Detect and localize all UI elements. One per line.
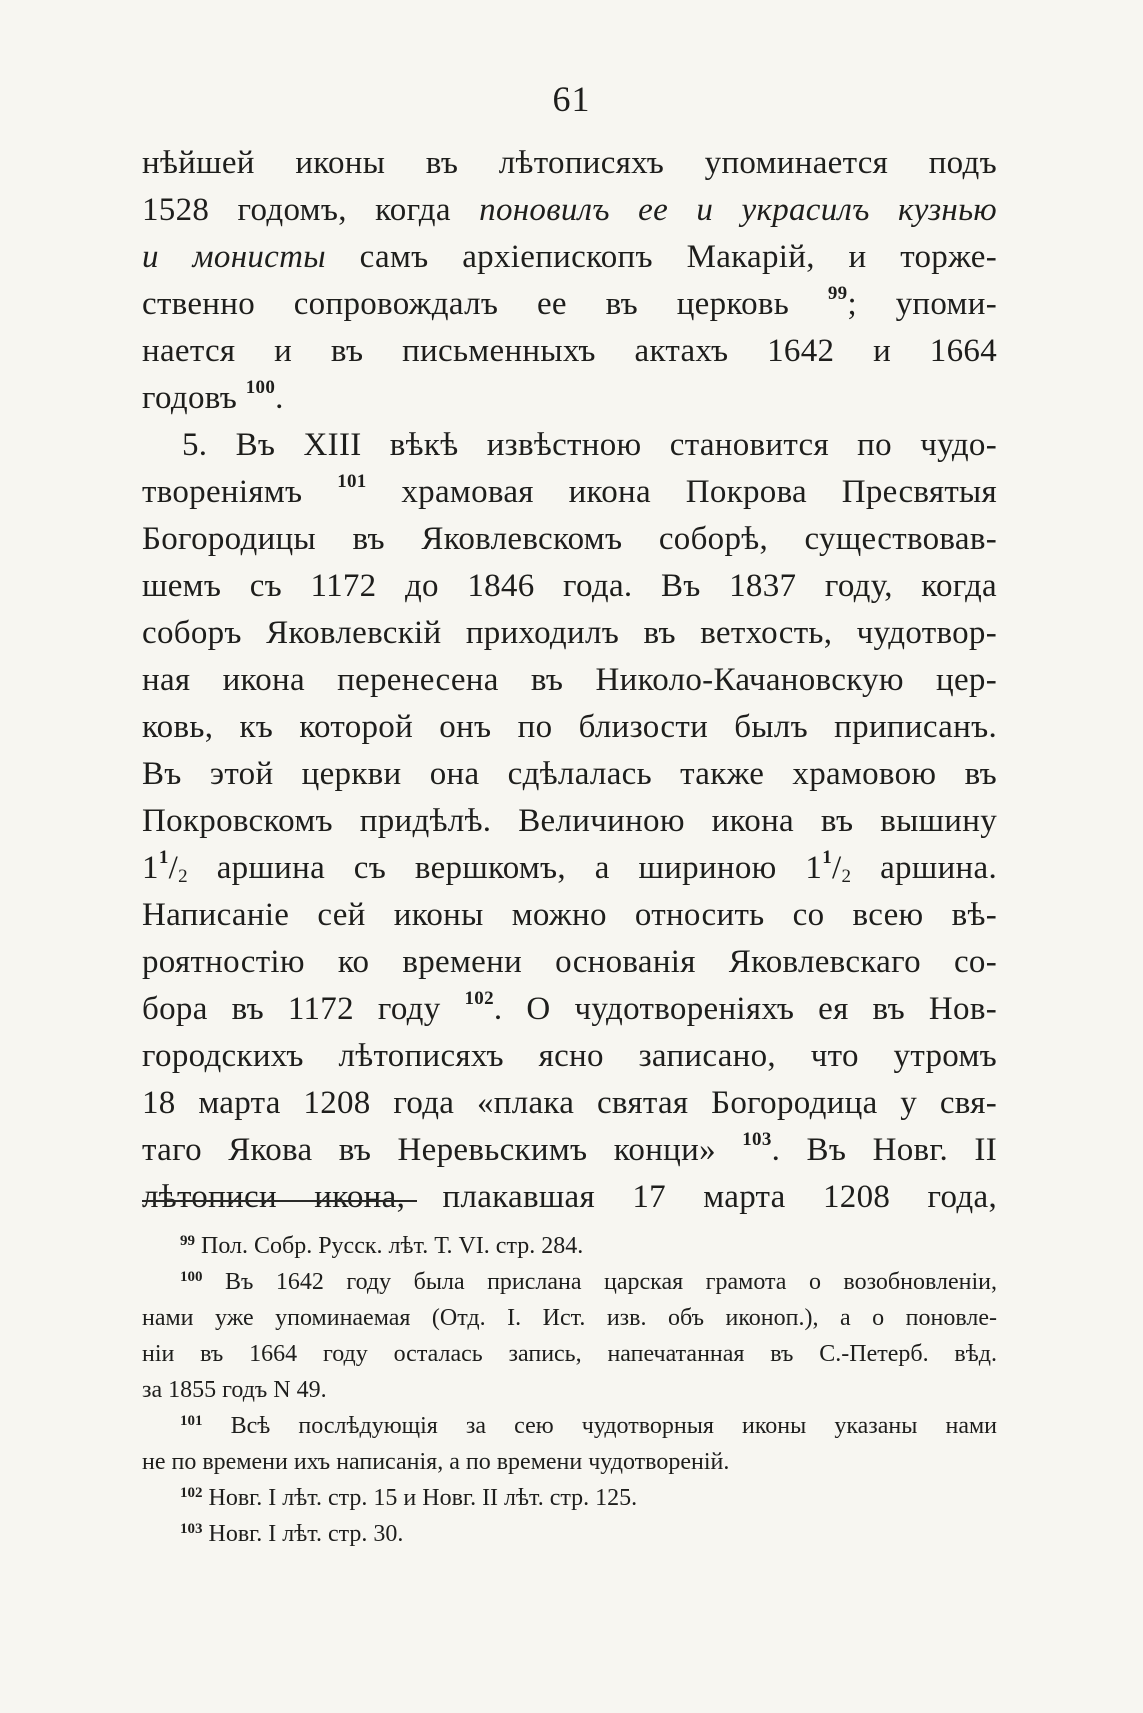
text-run: шемъ съ 1172 до 1846 года. Въ 1837 году, когда: [142, 568, 997, 604]
fraction-denominator: 2: [841, 866, 852, 887]
text-run: соборъ Яковлевскій приходилъ въ ветхость, чудотвор-: [142, 615, 997, 651]
footnote-line: [142, 1336, 997, 1372]
footnote-reference: 1: [822, 847, 833, 868]
text-line: [142, 187, 997, 234]
text-line: [142, 281, 997, 328]
italic-quote: и монисты: [142, 239, 326, 275]
text-run: лѣтописи икона, плакавшая 17 марта 1208 года,: [142, 1179, 997, 1215]
text-run: ніи въ 1664 году осталась запись, напечатанная въ С.-Петерб. вѣд.: [142, 1341, 997, 1367]
text-line: [142, 892, 997, 939]
footnote-line: [142, 1444, 997, 1480]
footnote-number: 101: [180, 1413, 203, 1429]
text-run: /: [832, 850, 842, 886]
text-run: ковь, къ которой онъ по близости былъ приписанъ.: [142, 709, 997, 745]
text-line: [142, 1080, 997, 1127]
text-line: [142, 422, 997, 469]
footnote-reference: 101: [337, 471, 367, 492]
text-run: таго Якова въ Неревьскимъ конци»: [142, 1132, 743, 1168]
footnote-reference: 102: [464, 988, 494, 1009]
text-run: Покровскомъ придѣлѣ. Величиною икона въ вышину: [142, 803, 997, 839]
text-line: [142, 328, 997, 375]
italic-quote: поновилъ ее и украсилъ кузнью: [479, 192, 997, 228]
text-run: храмовая икона Покрова Пресвятыя: [366, 474, 997, 510]
text-run: самъ архіепископъ Макарій, и торже-: [325, 239, 997, 275]
text-line: [142, 1033, 997, 1080]
text-run: Въ 1642 году была прислана царская грамота о возобновленіи,: [202, 1269, 997, 1295]
text-line: [142, 751, 997, 798]
text-run: 5. Въ XIII вѣкѣ извѣстною становится по чудо-: [182, 427, 997, 463]
fraction-denominator: 2: [178, 866, 188, 887]
text-run: . Въ Новг. II: [771, 1132, 997, 1168]
text-run: за 1855 годъ N 49.: [142, 1377, 327, 1403]
text-line: [142, 1127, 997, 1174]
text-run: Всѣ послѣдующія за сею чудотворныя иконы указаны нами: [202, 1413, 997, 1439]
text-run: бора въ 1172 году: [142, 991, 465, 1027]
main-text: [142, 140, 997, 1221]
text-line: [142, 516, 997, 563]
footnote-reference: 103: [742, 1129, 772, 1150]
footnote-line: [142, 1516, 997, 1552]
text-run: аршина съ вершкомъ, а шириною 1: [187, 850, 823, 886]
text-line: [142, 610, 997, 657]
text-run: . О чудотвореніяхъ ея въ Нов-: [493, 991, 997, 1027]
text-run: Новг. I лѣт. стр. 15 и Новг. II лѣт. стр. 125.: [202, 1485, 638, 1511]
text-run: твореніямъ: [142, 474, 338, 510]
footnote-line: [142, 1264, 997, 1300]
text-run: нами уже упоминаемая (Отд. I. Ист. изв. объ иконоп.), а о поновле-: [142, 1305, 997, 1331]
text-line: [142, 1174, 997, 1221]
footnote-divider: [142, 1200, 417, 1202]
footnote-reference: 99: [827, 283, 848, 304]
footnote-number: 100: [180, 1269, 203, 1285]
page-number: 61: [552, 79, 591, 119]
text-line: [142, 939, 997, 986]
text-line: [142, 469, 997, 516]
text-run: нѣйшей иконы въ лѣтописяхъ упоминается подъ: [142, 145, 997, 181]
text-line: [142, 798, 997, 845]
footnote-number: 102: [180, 1485, 203, 1501]
text-run: нается и въ письменныхъ актахъ 1642 и 1664: [142, 333, 997, 369]
footnote-line: [142, 1480, 997, 1516]
text-run: роятностію ко времени основанія Яковлевскаго со-: [142, 944, 997, 980]
text-line: [142, 657, 997, 704]
text-run: Пол. Собр. Русск. лѣт. Т. VI. стр. 284.: [195, 1233, 584, 1259]
footnote-number: 99: [180, 1233, 195, 1249]
text-run: аршина.: [851, 850, 997, 886]
text-run: 18 марта 1208 года «плака святая Богородица у свя-: [142, 1085, 997, 1121]
footnote-line: [142, 1408, 997, 1444]
text-run: /: [168, 850, 179, 886]
text-run: не по времени ихъ написанія, а по времени чудотвореній.: [142, 1449, 730, 1475]
text-line: [142, 986, 997, 1033]
text-line: [142, 563, 997, 610]
text-run: Написаніе сей иконы можно относить со всею вѣ-: [142, 897, 997, 933]
footnote-reference: 100: [245, 377, 276, 398]
text-run: Богородицы въ Яковлевскомъ соборѣ, существовав-: [142, 521, 997, 557]
footnote-line: [142, 1372, 997, 1408]
text-run: 1528 годомъ, когда: [142, 192, 480, 228]
text-line: [142, 704, 997, 751]
text-run: годовъ: [142, 380, 246, 416]
footnote-line: [142, 1300, 997, 1336]
text-line: [142, 845, 997, 892]
footnote-line: [142, 1228, 997, 1264]
text-run: ная икона перенесена въ Николо-Качановскую цер-: [142, 662, 997, 698]
text-run: ственно сопровождалъ ее въ церковь: [142, 286, 828, 322]
text-run: Новг. I лѣт. стр. 30.: [202, 1521, 404, 1547]
footnote-number: 103: [180, 1521, 203, 1537]
text-line: [142, 375, 997, 422]
text-line: [142, 140, 997, 187]
footnotes: [142, 1228, 997, 1552]
footnote-reference: 1: [158, 847, 169, 868]
text-run: .: [275, 380, 284, 416]
text-run: городскихъ лѣтописяхъ ясно записано, что утромъ: [142, 1038, 997, 1074]
text-line: [142, 234, 997, 281]
text-run: Въ этой церкви она сдѣлалась также храмовою въ: [142, 756, 997, 792]
text-run: ; упоми-: [847, 286, 997, 322]
text-run: 1: [142, 850, 159, 886]
